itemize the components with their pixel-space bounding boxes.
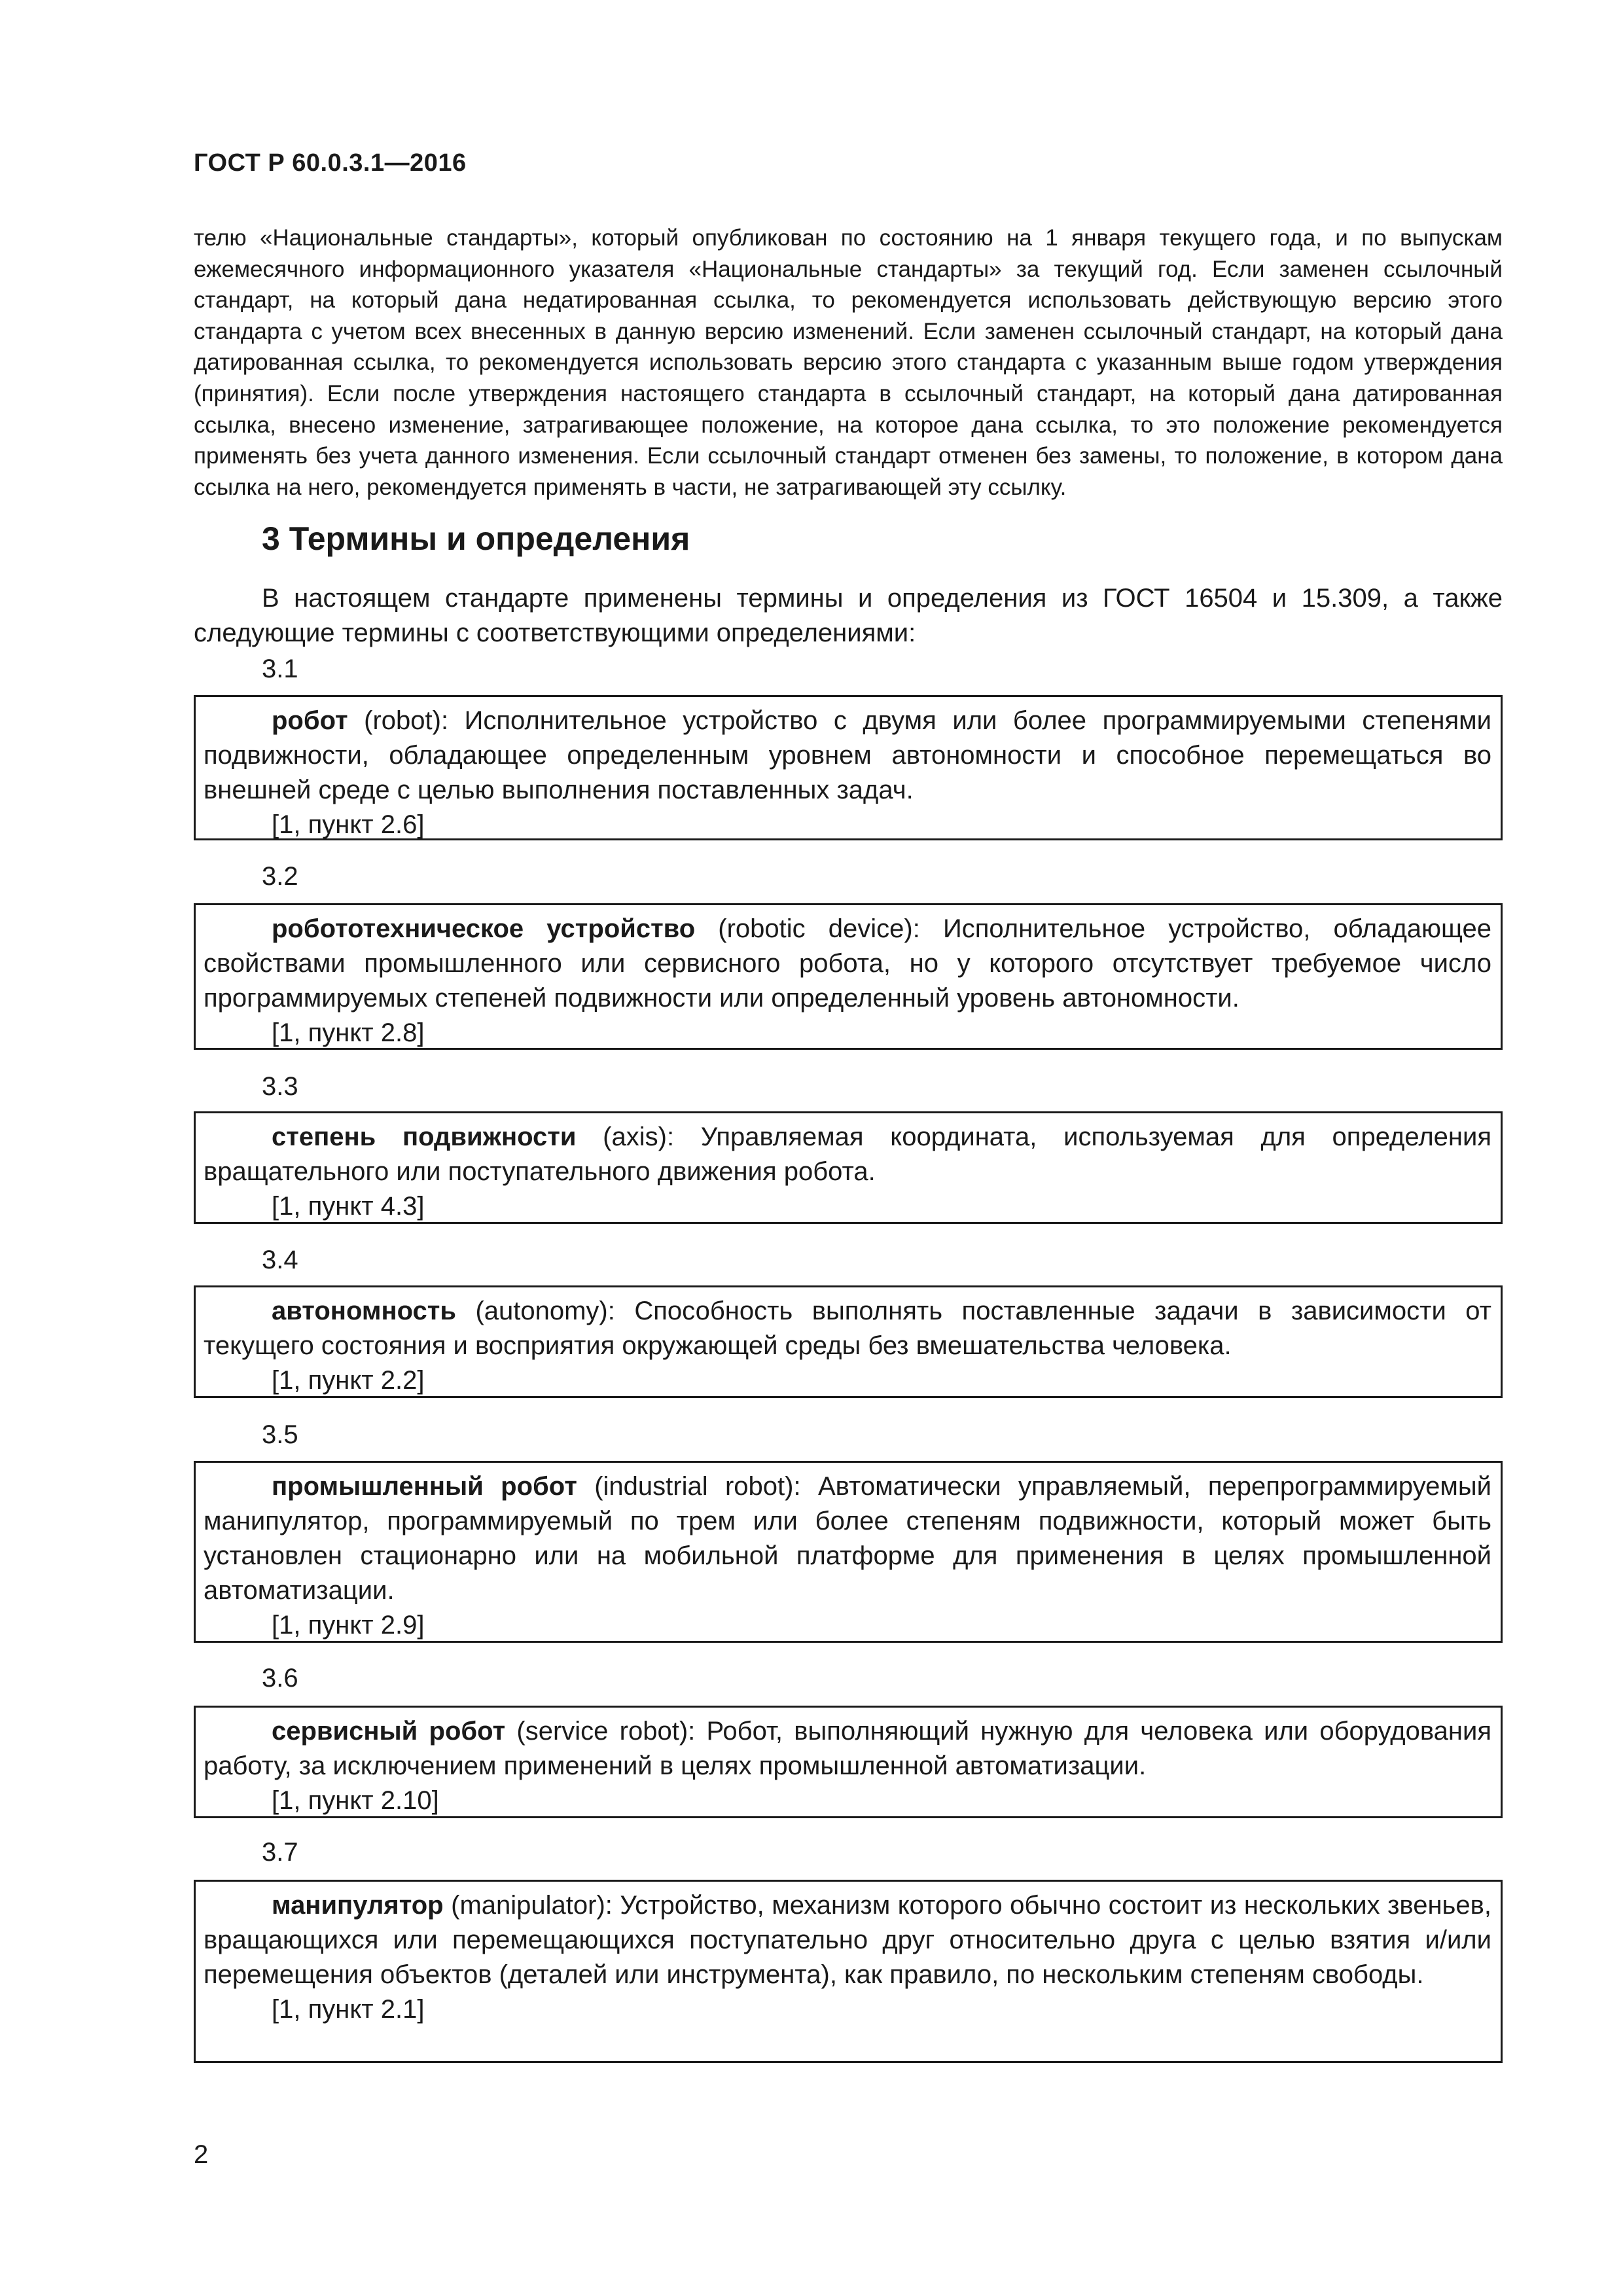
term-text: (service robot): Робот, выполняющий нужную для человека или оборудования работу, за исключением применений в целях промышленной автоматизации. [204, 1717, 1491, 1780]
term-definition [204, 1888, 1491, 1992]
term-box [194, 1285, 1503, 1398]
page-number: 2 [194, 2140, 209, 2169]
term-definition [204, 1294, 1491, 1363]
term-number: 3.3 [262, 1072, 298, 1101]
term-name: сервисный робот [272, 1717, 506, 1746]
term-definition [204, 912, 1491, 1016]
term-name: робот [272, 706, 348, 735]
document-header: ГОСТ Р 60.0.3.1—2016 [194, 149, 467, 177]
term-number: 3.1 [262, 655, 298, 683]
term-number: 3.4 [262, 1246, 298, 1274]
term-box [194, 1111, 1503, 1224]
term-box [194, 1461, 1503, 1643]
term-text: (industrial robot): Автоматически управляемый, перепрограммируемый манипулятор, программируемый по трем или более степеням подвижности, который может быть установлен стационарно или на мобильной платформе для применения в целях промышленной автоматизации. [204, 1472, 1491, 1605]
term-definition [204, 1714, 1491, 1784]
term-name: манипулятор [272, 1891, 444, 1920]
term-reference: [1, пункт 4.3] [272, 1192, 425, 1221]
term-reference: [1, пункт 2.10] [272, 1786, 439, 1815]
term-name: степень подвижности [272, 1122, 577, 1151]
term-name: промышленный робот [272, 1472, 577, 1501]
term-reference: [1, пункт 2.2] [272, 1366, 425, 1395]
term-text: (robot): Исполнительное устройство с двумя или более программируемыми степенями подвижности, обладающее определенным уровнем автономности и способное перемещаться во внешней среде с целью выполнения поставленных задач. [204, 706, 1491, 804]
term-text: (autonomy): Способность выполнять поставленные задачи в зависимости от текущего состояния и восприятия окружающей среды без вмешательства человека. [204, 1297, 1491, 1360]
section-intro: В настоящем стандарте применены термины и определения из ГОСТ 16504 и 15.309, а также следующие термины с соответствующими определениями: [194, 584, 1503, 647]
term-text: (manipulator): Устройство, механизм которого обычно состоит из нескольких звеньев, вращающихся или перемещающихся поступательно друг относительно друга с целью взятия и/или перемещения объектов (деталей или инструмента), как правило, по нескольким степеням свободы. [204, 1891, 1491, 1989]
term-box [194, 1706, 1503, 1818]
term-box [194, 695, 1503, 840]
term-reference: [1, пункт 2.1] [272, 1995, 425, 2024]
term-definition [204, 1120, 1491, 1189]
term-definition [204, 704, 1491, 808]
term-number: 3.7 [262, 1838, 298, 1867]
term-number: 3.2 [262, 862, 298, 891]
term-definition [204, 1469, 1491, 1608]
term-reference: [1, пункт 2.8] [272, 1018, 425, 1047]
term-box [194, 1880, 1503, 2063]
term-number: 3.6 [262, 1664, 298, 1693]
term-box [194, 903, 1503, 1050]
term-reference: [1, пункт 2.6] [272, 810, 425, 839]
term-name: робототехническое устройство [272, 914, 696, 943]
section-title: 3 Термины и определения [262, 520, 690, 557]
term-number: 3.5 [262, 1420, 298, 1449]
term-text: (axis): Управляемая координата, используемая для определения вращательного или поступательного движения робота. [204, 1122, 1491, 1186]
term-text: (robotic device): Исполнительное устройство, обладающее свойствами промышленного или сервисного робота, но у которого отсутствует требуемое число программируемых степеней подвижности или определенный уровень автономности. [204, 914, 1491, 1013]
term-name: автономность [272, 1297, 456, 1325]
intro-paragraph: телю «Национальные стандарты», который опубликован по состоянию на 1 января текущего года, и по выпускам ежемесячного информационного указателя «Национальные стандарты» за текущий год. Если заменен ссылочный стандарт, на который дана недатированная ссылка, то рекомендуется использовать действующую версию этого стандарта с учетом всех внесенных в данную версию изменений. Если заменен ссылочный стандарт, на который дана датированная ссылка, то рекомендуется использовать версию этого стандарта с указанным выше годом утверждения (принятия). Если после утверждения настоящего стандарта в ссылочный стандарт, на который дана датированная ссылка, внесено изменение, затрагивающее положение, на которое дана ссылка, то это положение рекомендуется применять без учета данного изменения. Если ссылочный стандарт отменен без замены, то положение, в котором дана ссылка на него, рекомендуется применять в части, не затрагивающей эту ссылку. [194, 225, 1503, 500]
term-reference: [1, пункт 2.9] [272, 1611, 425, 1640]
